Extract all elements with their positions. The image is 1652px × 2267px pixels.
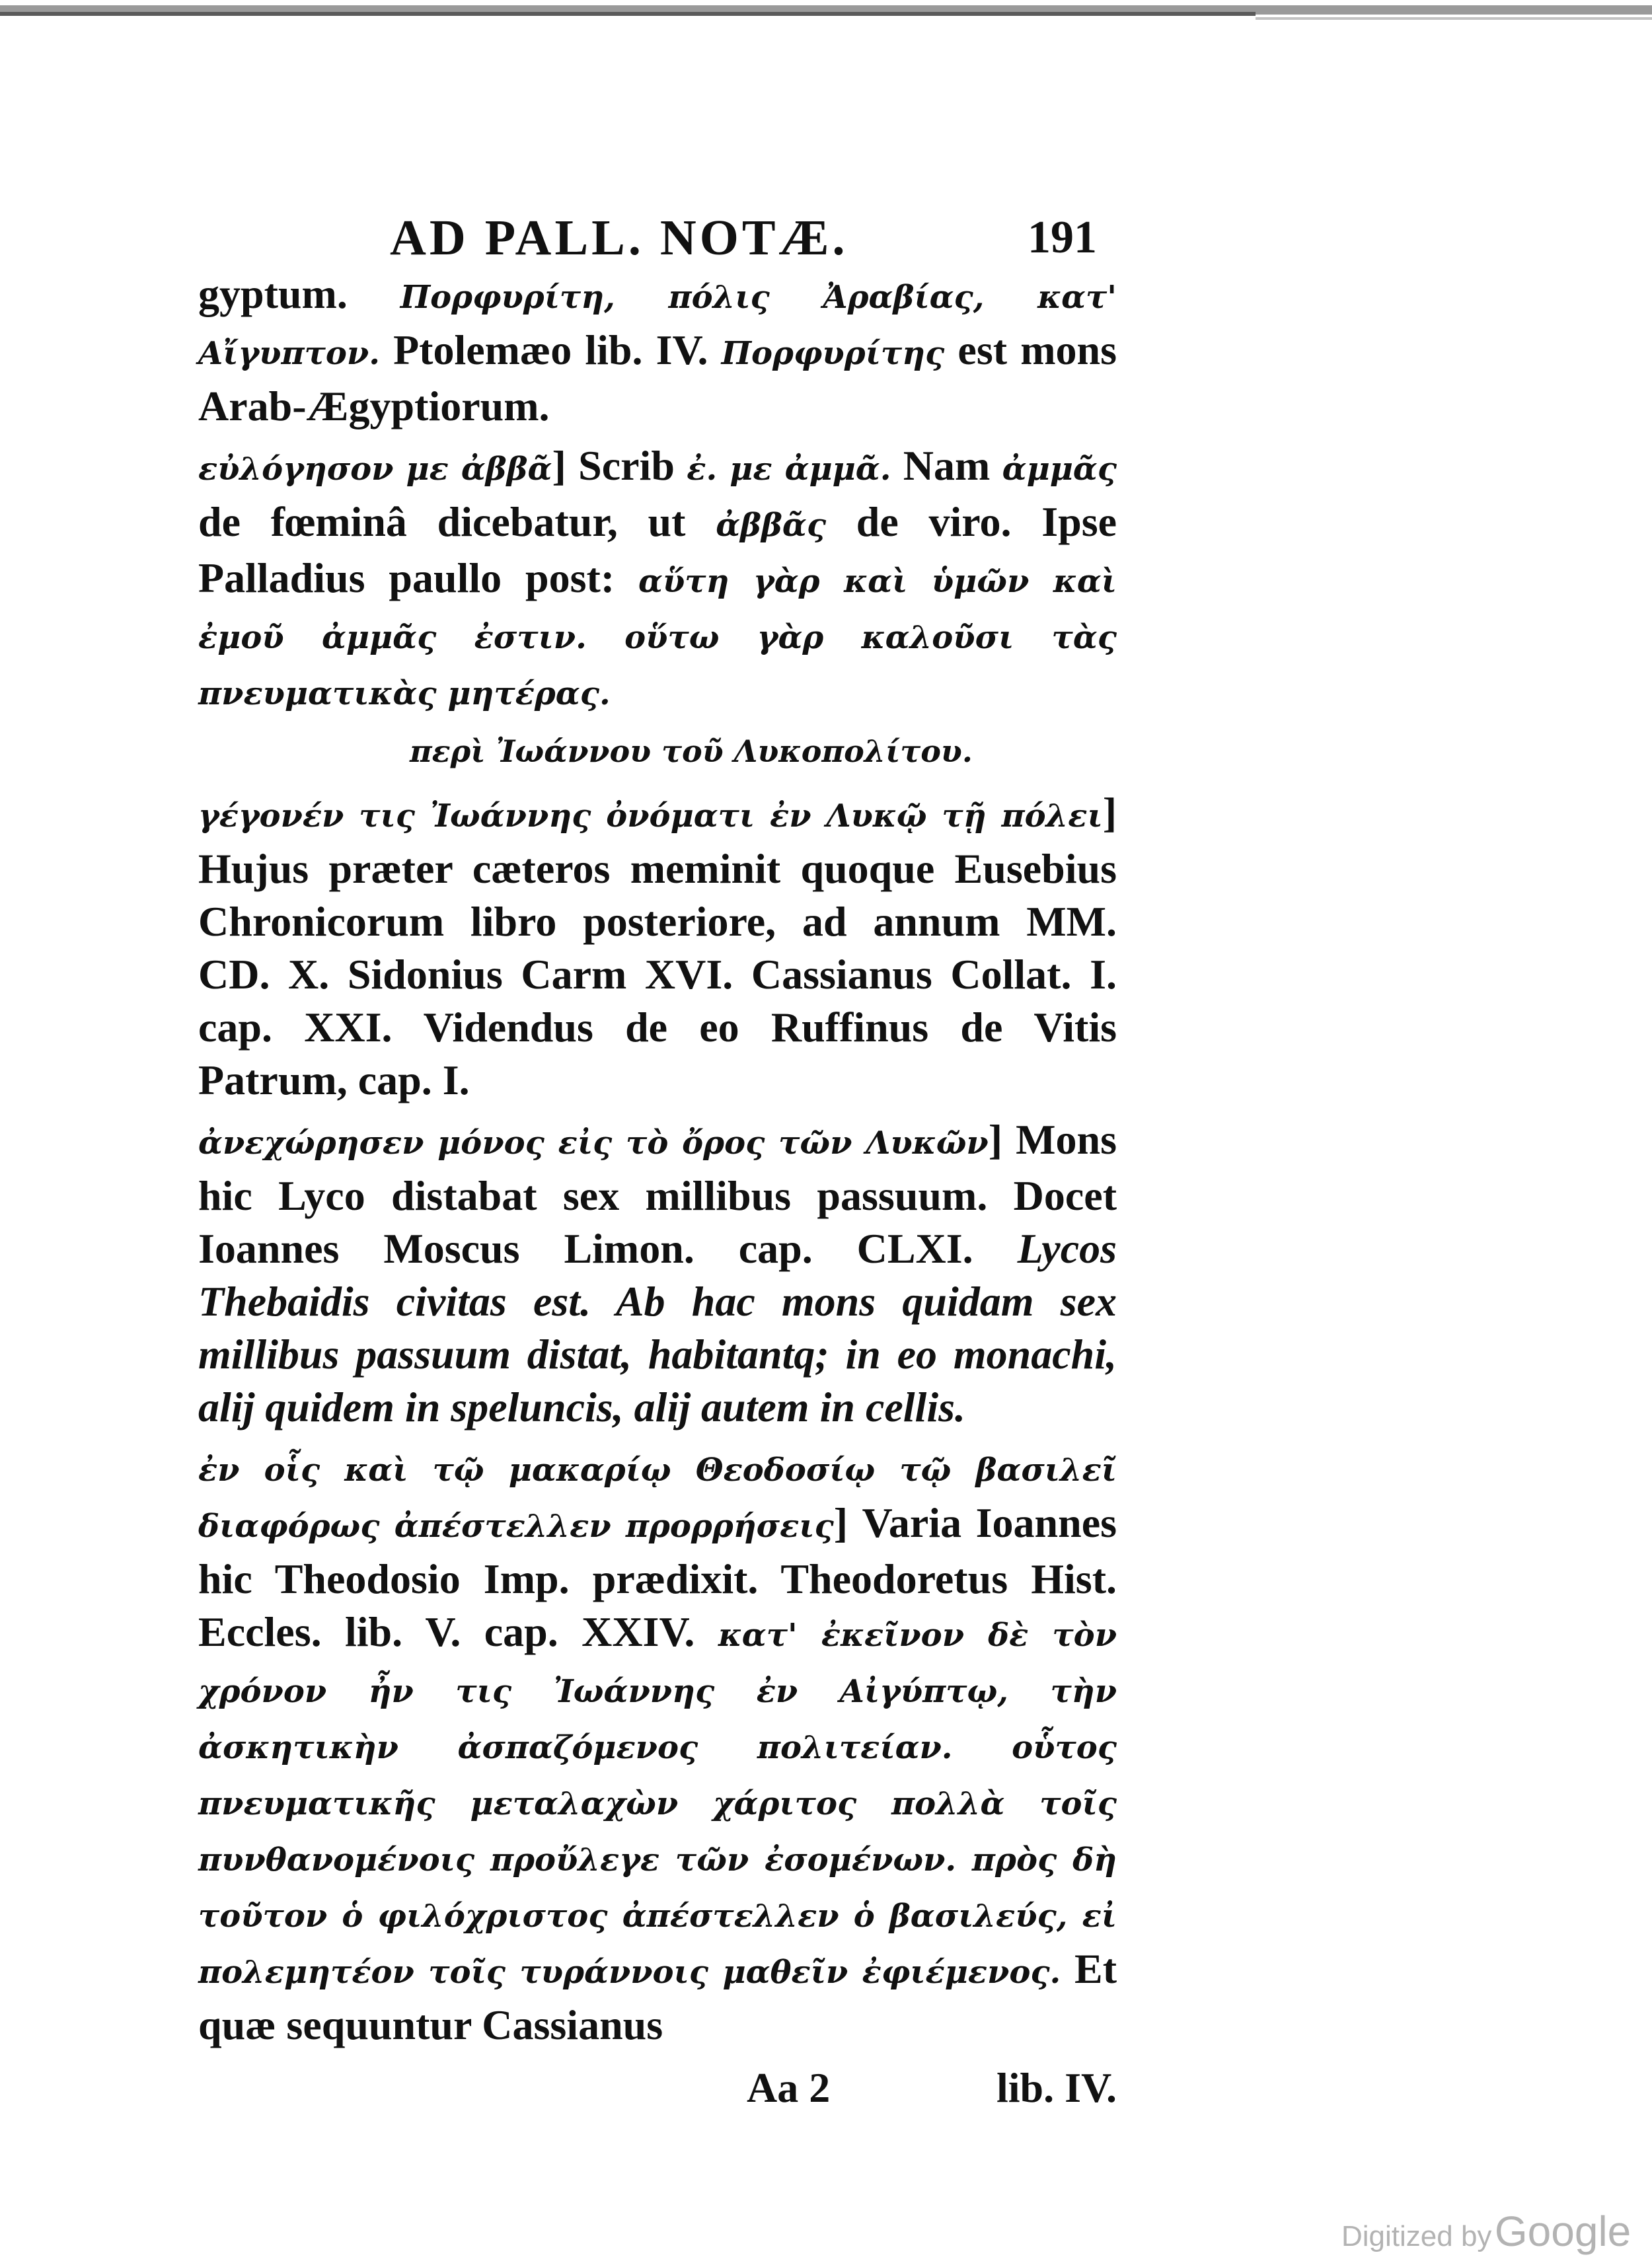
latin-text-segment: ] Varia Ioannes hic Theodosio Imp. prædixit. Theodoretus Hist. Eccles. lib. V. cap. XXIV. — [198, 1499, 1117, 1655]
note-paragraphs-after — [198, 786, 1117, 2052]
watermark-brand: Google — [1494, 2208, 1632, 2255]
latin-text-segment: de fœminâ dicebatur, ut — [198, 498, 716, 545]
greek-text-segment: ἀμμᾶς — [1002, 451, 1117, 488]
running-head — [198, 208, 1117, 268]
greek-text-segment: Πορφυρίτη, πόλις Ἀραβίας, κατ' Αἴγυπτον. — [198, 279, 1117, 372]
greek-text-segment: εὐλόγησον με ἀββᾶ — [198, 451, 552, 488]
greek-text-segment: ἐν οἷς καὶ τῷ μακαρίῳ Θεοδοσίῳ τῷ βασιλεῖ διαφόρως ἀπέστελλεν προρρήσεις — [198, 1452, 1117, 1545]
note-paragraphs-before — [198, 268, 1117, 720]
page-number: 191 — [1028, 212, 1097, 263]
greek-text-segment: Πορφυρίτης — [721, 335, 945, 372]
digitized-watermark — [1341, 2207, 1631, 2256]
page-text — [198, 208, 1117, 2118]
latin-text-segment: Nam — [891, 442, 1002, 489]
greek-text-segment: κατ' ἐκεῖνον δὲ τὸν χρόνον ἦν τις Ἰωάννης ἐν Αἰγύπτῳ, τὴν ἀσκητικὴν ἀσπαζόμενος πολιτείαν. οὗτος πνευματικῆς μεταλαχὼν χάριτος πολλὰ τοῖς πυνθανομένοις προὔλεγε τῶν ἐσομένων. πρὸς δὴ τοῦτον ὁ φιλόχριστος ἀπέστελλεν ὁ βασιλεύς, εἰ πολεμητέον τοῖς τυράννοις μαθεῖν ἐφιέμενος. — [198, 1617, 1117, 1991]
scan-edge-top — [0, 0, 1652, 33]
greek-text-segment: ἐ. με ἀμμᾶ. — [687, 451, 891, 488]
section-heading: περὶ Ἰωάννου τοῦ Λυκοπολίτου. — [410, 733, 973, 769]
note-paragraph — [198, 1113, 1117, 1434]
greek-text-segment: αὕτη γὰρ καὶ ὑμῶν καὶ ἐμοῦ ἀμμᾶς ἐστιν. οὕτω γὰρ καλοῦσι τὰς πνευματικὰς μητέρας. — [198, 563, 1117, 712]
greek-text-segment: ἀνεχώρησεν μόνος εἰς τὸ ὄρος τῶν Λυκῶν — [198, 1125, 989, 1162]
note-paragraph — [198, 268, 1117, 433]
latin-text-segment: ] Hujus præter cæteros meminit quoque Eusebius Chronicorum libro posteriore, ad annum MM. CD. X. Sidonius Carm XVI. Cassianus Collat. I. cap. XXI. Videndus de eo Ruffinus de Vitis Patrum, cap. I. — [198, 789, 1117, 1103]
note-paragraph — [198, 439, 1117, 720]
running-title: AD PALL. NOTÆ. — [390, 210, 848, 266]
catchword: lib. IV. — [996, 2064, 1117, 2111]
page-footer — [198, 2058, 1117, 2118]
latin-text-segment: ] Mons hic Lyco distabat sex millibus passuum. Docet Ioannes Moscus Limon. cap. CLXI. — [198, 1116, 1117, 1272]
latin-text-segment: Et quæ sequuntur Cassianus — [198, 1945, 1117, 2048]
latin-text-segment: Lycos Thebaidis civitas est. Ab hac mons quidam sex millibus passuum distat, habitantq; in eo monachi, alij quidem in speluncis, alij autem in cellis. — [198, 1225, 1117, 1431]
latin-text-segment: gyptum. — [198, 270, 400, 317]
note-paragraph — [198, 1440, 1117, 2052]
watermark-prefix: Digitized by — [1341, 2220, 1492, 2252]
latin-text-segment: de viro. Ipse Palladius paullo post: — [198, 498, 1117, 601]
latin-text-segment: Ptolemæo lib. IV. — [379, 326, 722, 373]
signature-mark: Aa 2 — [747, 2064, 831, 2111]
latin-text-segment: est mons Arab-Ægyptiorum. — [198, 326, 1117, 429]
greek-text-segment: γέγονέν τις Ἰωάννης ὀνόματι ἐν Λυκῷ τῇ πόλει — [198, 798, 1103, 835]
latin-text-segment: ] Scrib — [552, 442, 687, 489]
note-paragraph — [198, 786, 1117, 1107]
greek-text-segment: ἀββᾶς — [716, 507, 827, 544]
